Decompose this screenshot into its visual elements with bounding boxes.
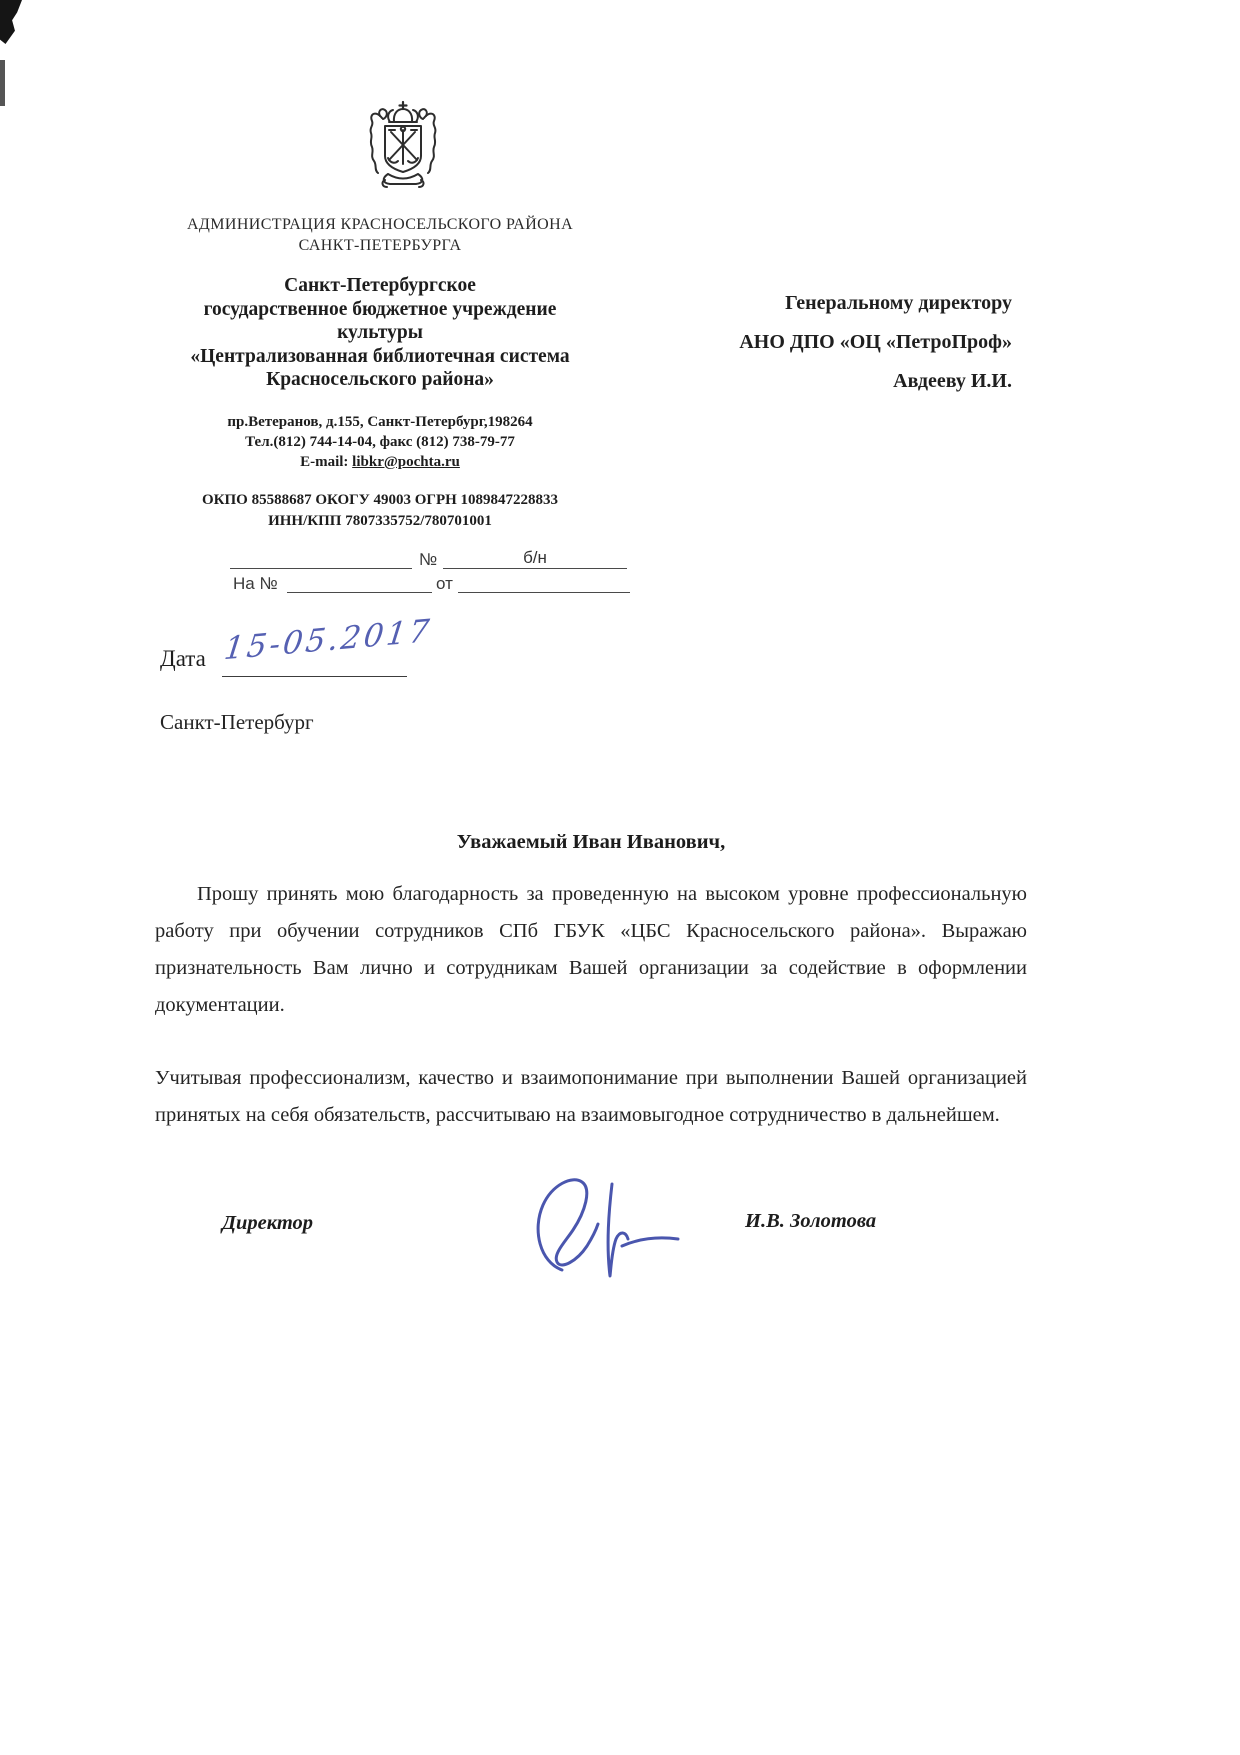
- contact-block: [145, 412, 615, 472]
- letterhead: [145, 214, 615, 532]
- registration-codes-block: [145, 490, 615, 532]
- reply-date-blank-line: [458, 574, 630, 593]
- salutation: Уважаемый Иван Иванович,: [456, 831, 726, 853]
- scan-artifact: [0, 60, 5, 106]
- body-paragraph: Учитывая профессионализм, качество и взаимопонимание при выполнении Вашей организацией принятых на себя обязательств, рассчитываю на взаимовыгодное сотрудничество в дальнейшем.: [155, 1067, 1027, 1126]
- email-label: E-mail:: [300, 453, 349, 470]
- organization-name-line: «Централизованная библиотечная система: [190, 345, 570, 367]
- organization-name-line: Санкт-Петербургское: [284, 275, 476, 296]
- addressee-organization: АНО ДПО «ОЦ «ПетроПроф»: [739, 331, 1012, 353]
- scan-artifact: [0, 0, 22, 44]
- organization-name: [145, 274, 615, 392]
- administration-block: [145, 214, 615, 256]
- letter-body: [155, 876, 1027, 1134]
- administration-line: АДМИНИСТРАЦИЯ КРАСНОСЕЛЬСКОГО РАЙОНА: [186, 216, 574, 233]
- coat-of-arms: [352, 96, 454, 198]
- organization-name-line: культуры: [337, 322, 423, 343]
- postal-address: пр.Ветеранов, д.155, Санкт-Петербург,198264: [227, 413, 533, 430]
- date-label: Дата: [160, 646, 206, 671]
- handwritten-date: 15-05.2017: [222, 612, 434, 668]
- phone-fax: Тел.(812) 744-14-04, факс (812) 738-79-77: [245, 433, 515, 450]
- addressee-position: Генеральному директору: [785, 292, 1012, 314]
- number-sign-label: №: [419, 550, 438, 569]
- body-paragraph: Прошу принять мою благодарность за проведенную на высоком уровне профессиональную работу при обучении сотрудников СПб ГБУК «ЦБС Красносельского района». Выражаю признательность Вам лично и сотрудникам Вашей организации за содействие в оформлении документации.: [155, 883, 1027, 1016]
- city-line: Санкт-Петербург: [160, 710, 314, 734]
- addressee-block: [592, 284, 1012, 401]
- saint-petersburg-coat-of-arms-icon: [352, 96, 454, 198]
- codes-line: ИНН/КПП 7807335752/780701001: [268, 512, 492, 529]
- reply-from-label: от: [436, 574, 453, 593]
- organization-name-line: Красносельского района»: [266, 369, 494, 390]
- signer-name: И.В. Золотова: [745, 1210, 877, 1232]
- signature-icon: [522, 1172, 697, 1284]
- administration-line: САНКТ-ПЕТЕРБУРГА: [298, 237, 462, 254]
- reply-number-blank-line: [287, 574, 432, 593]
- organization-name-line: государственное бюджетное учреждение: [203, 298, 557, 320]
- handwritten-signature: [522, 1172, 697, 1284]
- outgoing-number-value: б/н: [523, 548, 547, 567]
- reply-to-number-label: На №: [233, 574, 278, 593]
- signer-position-title: Директор: [222, 1212, 314, 1234]
- outgoing-number-blank-line: [230, 550, 412, 569]
- codes-line: ОКПО 85588687 ОКОГУ 49003 ОГРН 1089847228833: [201, 491, 559, 508]
- email-line: [145, 452, 615, 472]
- addressee-name: Авдееву И.И.: [893, 370, 1012, 392]
- email-address: libkr@pochta.ru: [352, 453, 460, 470]
